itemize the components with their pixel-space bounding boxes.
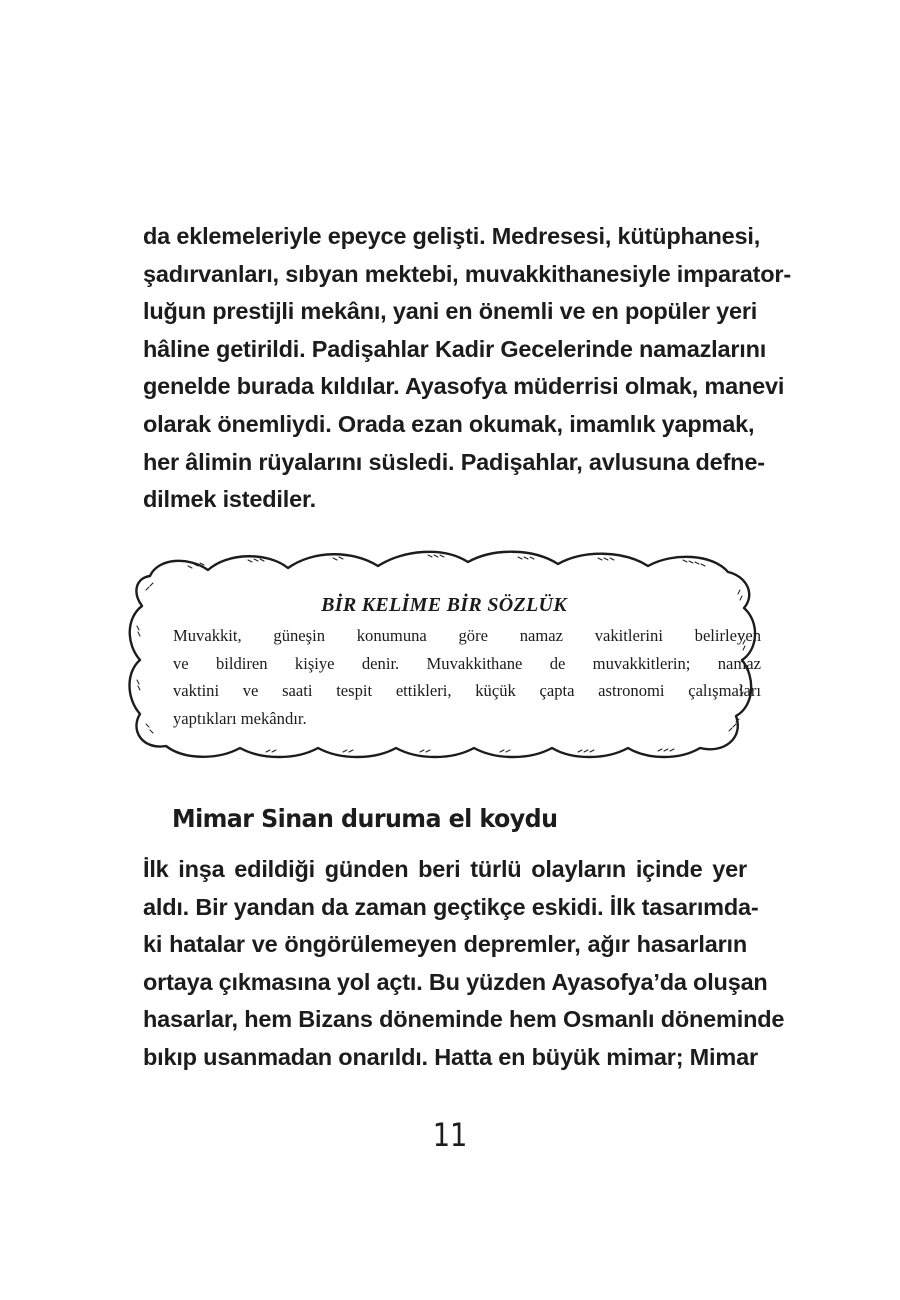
text-line: dilmek istediler.	[143, 486, 316, 513]
text-line: ortaya çıkmasına yol açtı. Bu yüzden Ayasofya’da oluşan	[143, 968, 768, 995]
text-line: olarak önemliydi. Orada ezan okumak, imamlık yapmak,	[143, 410, 755, 437]
text-line: her âlimin rüyalarını süsledi. Padişahlar, avlusuna defne-	[143, 448, 765, 475]
glossary-box	[128, 546, 760, 762]
text-line: ki hatalar ve öngörülemeyen depremler, ağır hasarların	[143, 931, 747, 958]
glossary-title: BİR KELİME BİR SÖZLÜK	[321, 594, 567, 616]
section-heading: Mimar Sinan duruma el koydu	[172, 804, 558, 833]
text-line: aldı. Bir yandan da zaman geçtikçe eskidi. İlk tasarımda-	[143, 893, 759, 920]
text-line: bıkıp usanmadan onarıldı. Hatta en büyük mimar; Mimar	[143, 1043, 758, 1070]
text-line: da eklemeleriyle epeyce gelişti. Medresesi, kütüphanesi,	[143, 223, 761, 249]
text-line: luğun prestijli mekânı, yani en önemli ve en popüler yeri	[143, 298, 758, 325]
glossary-definition	[173, 622, 761, 732]
text-line: şadırvanları, sıbyan mektebi, muvakkithanesiyle imparator-	[143, 260, 791, 287]
body-paragraph-top	[143, 218, 791, 519]
text-line: hâline getirildi. Padişahlar Kadir Gecelerinde namazlarını	[143, 335, 767, 362]
text-line: Muvakkit, güneşin konumuna göre namaz vakitlerini belirleyen	[173, 626, 761, 645]
text-line: hasarlar, hem Bizans döneminde hem Osmanlı döneminde	[143, 1006, 785, 1033]
text-line: yaptıkları mekândır.	[173, 708, 307, 728]
body-paragraph-bottom	[143, 851, 785, 1077]
text-line: ve bildiren kişiye denir. Muvakkithane de muvakkitlerin; namaz	[173, 653, 761, 673]
text-line: vaktini ve saati tespit ettikleri, küçük çapta astronomi çalışmaları	[173, 681, 761, 700]
page-number: 11	[432, 1116, 468, 1154]
text-line: genelde burada kıldılar. Ayasofya müderrisi olmak, manevi	[143, 373, 785, 400]
text-line: İlk inşa edildiği günden beri türlü olayların içinde yer	[143, 856, 747, 882]
